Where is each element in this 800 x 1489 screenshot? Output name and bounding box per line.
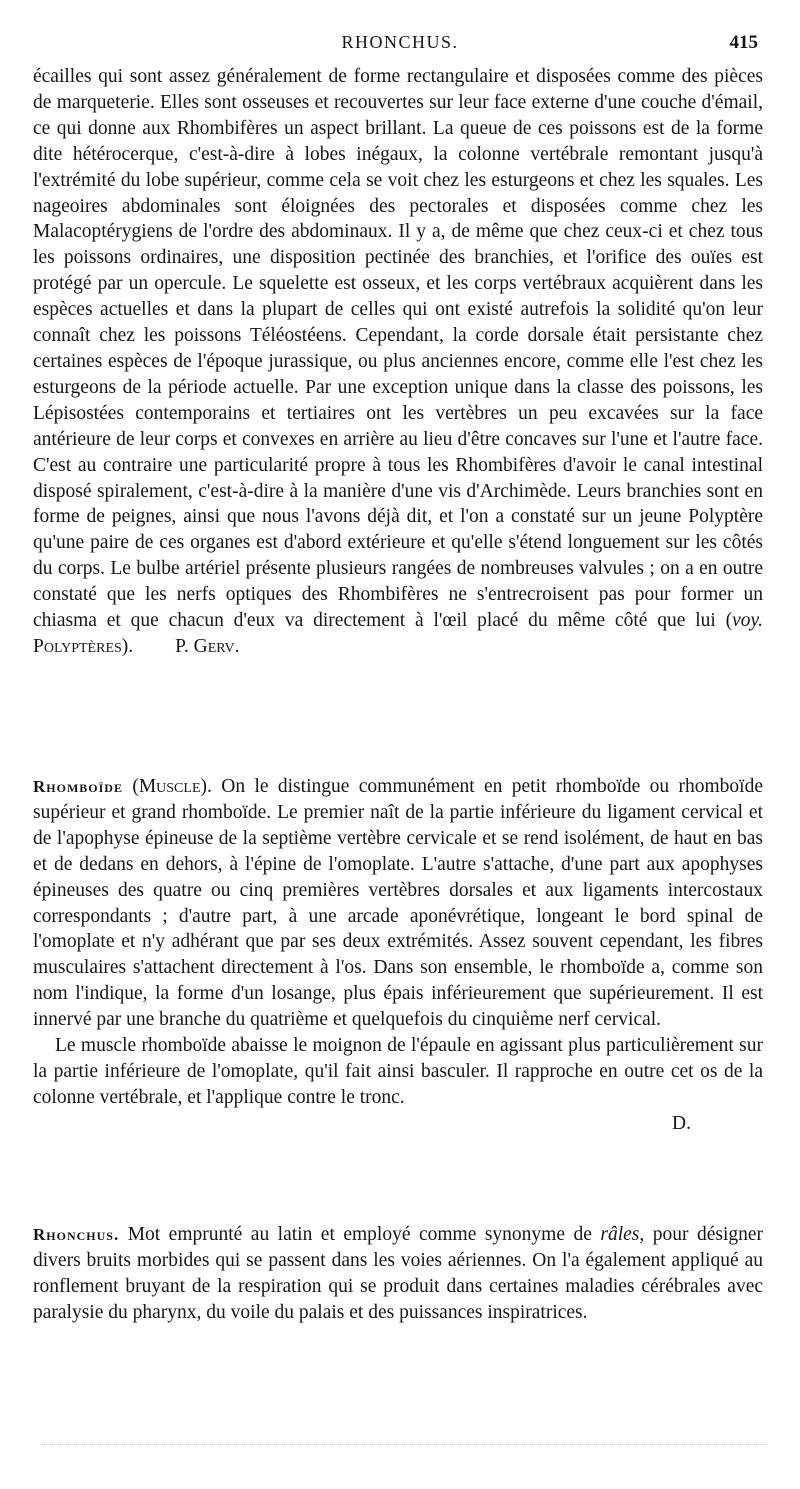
entry-rhomboide-text-1: On le distingue communément en petit rhomboïde ou rhomboïde supérieur et grand rhomboïde. Le premier naît de la partie inférieure du ligament cervical et de l'apophyse épineuse de la septième vertèbre cervicale et se rend isolément, de haut en bas et de dedans en dehors, à l'épine de l'omoplate. L'autre s'attache, d'une part aux apophyses épineuses des quatre ou cinq premières vertèbres dorsales et aux ligaments intercostaux correspondants ; d'autre part, à une arcade aponévrétique, longeant le bord spinal de l'omoplate et n'y adhérant que par ses deux extrémités. Assez souvent cependant, les fibres musculaires s'attachent directement à l'os. Dans son ensemble, le rhomboïde a, comme son nom l'indique, la forme d'un losange, plus épais inférieurement que supérieurement. Il est innervé par une branche du quatrième et quelquefois du cinquième nerf cervical. <box>33 776 764 1031</box>
footer-rule <box>40 1444 765 1445</box>
running-header <box>0 30 800 54</box>
author-signature-rhomboide: D. <box>672 1112 691 1134</box>
entry-continuation-paragraph <box>33 64 763 660</box>
headword-rhomboide: Rhomboïde <box>33 777 123 796</box>
category-label: (Muscle). <box>132 776 212 797</box>
reference-open: ( <box>725 610 733 632</box>
entry-rhonchus-text-before: Mot emprunté au latin et employé comme synonyme de <box>127 1224 592 1245</box>
reference-close: ). <box>121 635 134 657</box>
entry-continuation <box>33 64 763 660</box>
entry-rhomboide-paragraph-1 <box>33 774 763 1033</box>
entry-rhonchus-text-after: , pour désigner divers bruits morbides qui se passent dans les voies aériennes. On l'a également appliqué au ronflement bruyant de la respiration qui se produit dans certaines maladies cérébrales avec paralysie du pharynx, du voile du palais et des puissances inspiratrices. <box>33 1224 764 1323</box>
entry-continuation-text: écailles qui sont assez généralement de forme rectangulaire et disposées comme des pièces de marqueterie. Elles sont osseuses et recouvertes sur leur face externe d'une couche d'émail, ce qui donne aux Rhombifères un aspect brillant. La queue de ces poissons est de la forme dite hétérocerque, c'est-à-dire à lobes inégaux, la colonne vertébrale remontant jusqu'à l'extrémité du lobe supérieur, comme cela se voit chez les esturgeons et chez les squales. Les nageoires abdominales sont éloignées des pectorales et disposées comme chez les Malacoptérygiens de l'ordre des abdominaux. Il y a, de même que chez ceux-ci et chez tous les poissons ordinaires, une disposition pectinée des branchies, et l'orifice des ouïes est protégé par un opercule. Le squelette est osseux, et les corps vertébraux acquièrent dans les espèces actuelles et dans la plupart de celles qui ont existé autrefois la solidité qu'on leur connaît chez les poissons Téléostéens. Cependant, la corde dorsale était persistante chez certaines espèces de l'époque jurassique, ou plus anciennes encore, comme elle l'est chez les esturgeons de la période actuelle. Par une exception unique dans la classe des poissons, les Lépisostées contemporains et tertiaires ont les vertèbres un peu excavées sur la face antérieure de leur corps et convexes en arrière au lieu d'être concaves sur l'une et l'autre face. C'est au contraire une particularité propre à tous les Rhombifères d'avoir le canal intestinal disposé spiralement, c'est-à-dire à la manière d'une vis d'Archimède. Leurs branchies sont en forme de peignes, ainsi que nous l'avons déjà dit, et l'on a constaté sur un jeune Polyptère qu'une paire de ces organes est d'abord extérieure et qu'elle s'étend longuement sur les côtés du corps. Le bulbe artériel présente plusieurs rangées de nombreuses valvules ; on a en outre constaté que les nerfs optiques des Rhombifères ne s'entrecroisent pas pour former un chiasma et que chacun d'eux va directement à l'œil placé du même côté que lui <box>33 66 763 632</box>
reference-target: Polyptères <box>33 635 122 657</box>
entry-rhomboide-paragraph-2: Le muscle rhomboïde abaisse le moignon de l'épaule en agissant plus particulièrement sur la partie inférieure de l'omoplate, qu'il fait ainsi basculer. Il rapproche en outre cet os de la colonne vertébrale, et l'applique contre le tronc. <box>33 1035 763 1108</box>
author-signature: P. Gerv. <box>175 635 240 657</box>
italic-term-rales: râles <box>600 1224 640 1245</box>
headword-rhonchus: Rhonchus. <box>33 1225 120 1244</box>
entry-rhomboide <box>33 774 763 1137</box>
running-title: RHONCHUS. <box>341 32 459 52</box>
page-number: 415 <box>729 32 758 53</box>
reference-voy: voy. <box>732 610 764 632</box>
entry-rhonchus <box>33 1222 763 1326</box>
entry-rhonchus-paragraph <box>33 1222 763 1326</box>
